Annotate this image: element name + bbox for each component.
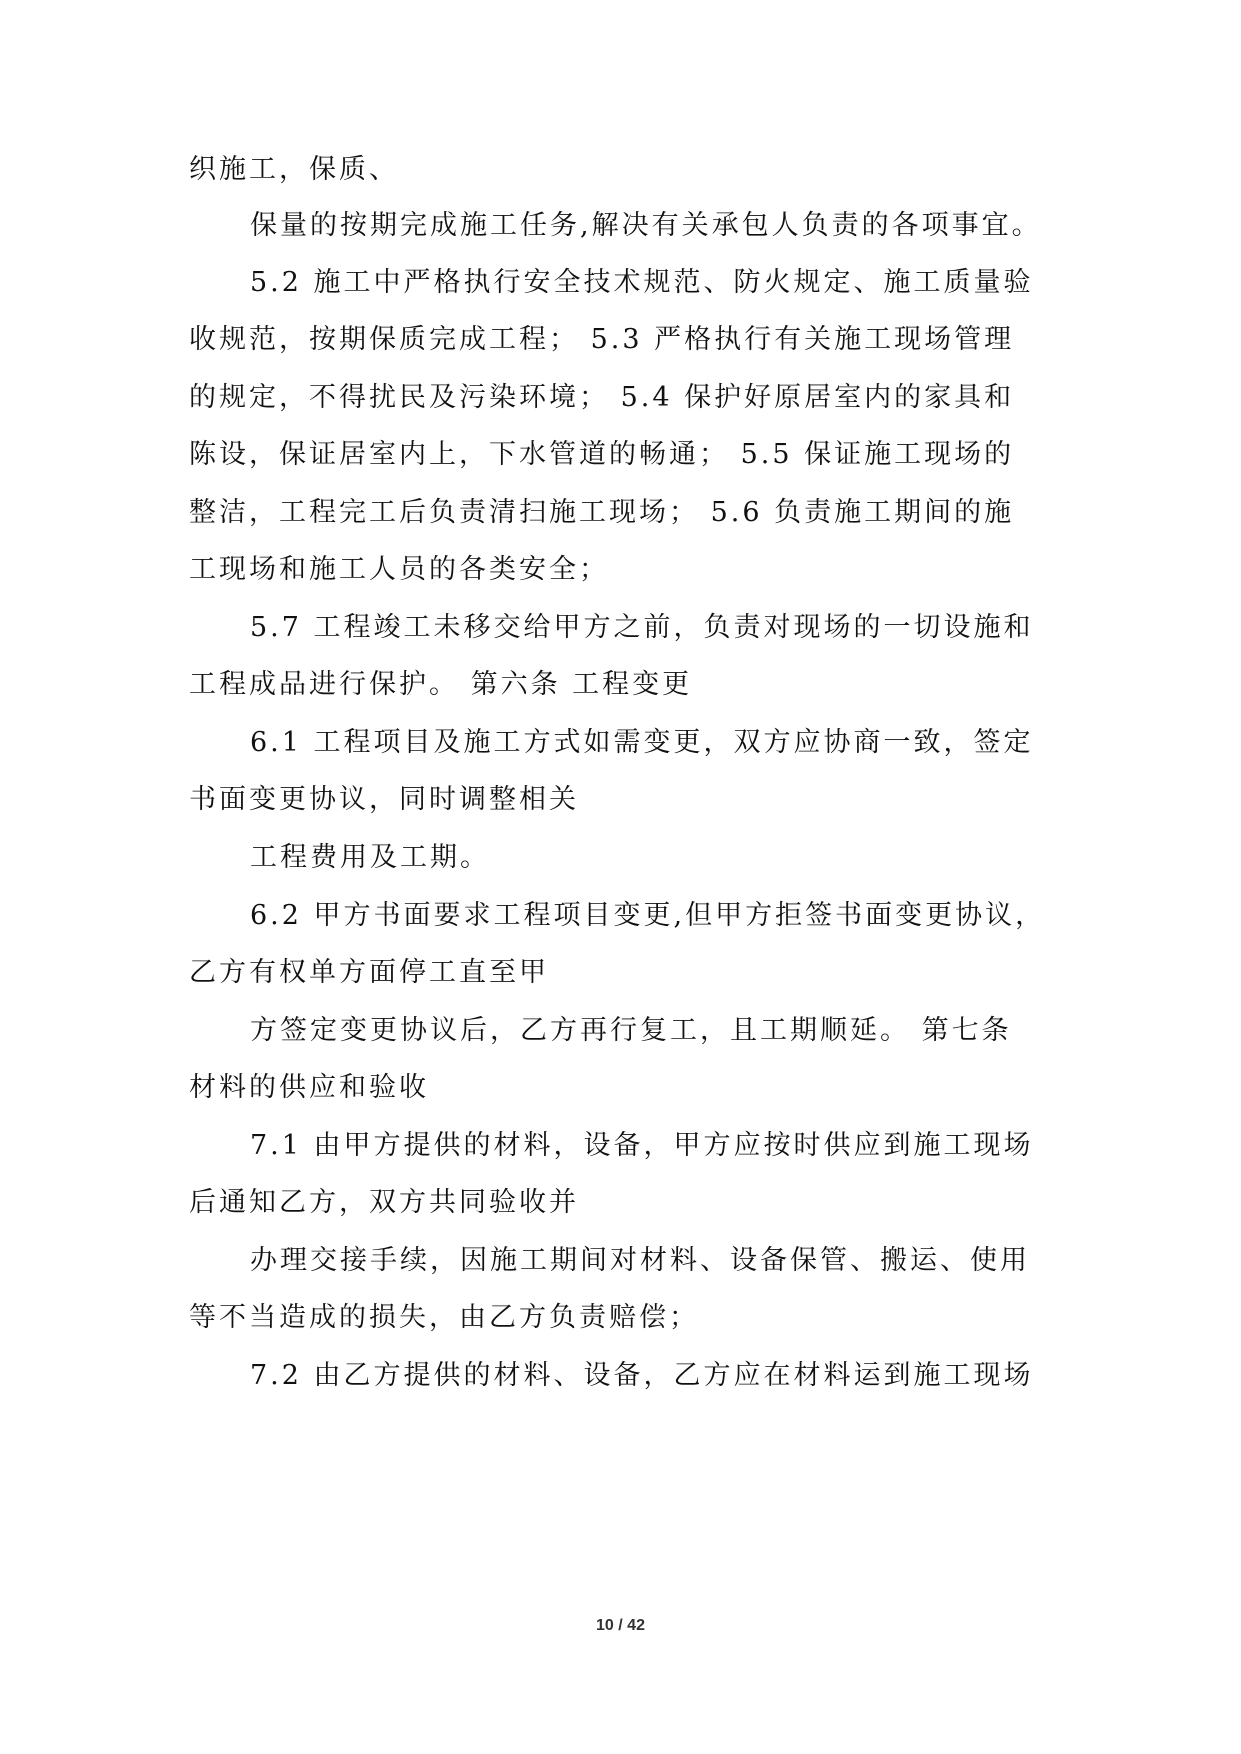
text-line: 办理交接手续，因施工期间对材料、设备保管、搬运、使用 (250, 1245, 1030, 1276)
text-line: 的规定，不得扰民及污染环境； 5.4 保护好原居室内的家具和 (189, 382, 1015, 413)
text-line: 整洁，工程完工后负责清扫施工现场； 5.6 负责施工期间的施 (189, 497, 1015, 528)
text-line: 5.2 施工中严格执行安全技术规范、防火规定、施工质量验 (250, 267, 1034, 298)
text-line: 方签定变更协议后，乙方再行复工，且工期顺延。 第七条 (250, 1015, 1012, 1046)
text-line: 收规范，按期保质完成工程； 5.3 严格执行有关施工现场管理 (189, 324, 1015, 355)
text-line: 陈设，保证居室内上，下水管道的畅通； 5.5 保证施工现场的 (189, 439, 1015, 470)
text-line: 工程费用及工期。 (250, 842, 490, 873)
text-line: 后通知乙方，双方共同验收并 (189, 1187, 579, 1218)
text-line: 6.2 甲方书面要求工程项目变更,但甲方拒签书面变更协议， (250, 900, 1046, 931)
page-number: 10 / 42 (596, 1617, 645, 1634)
text-line: 6.1 工程项目及施工方式如需变更，双方应协商一致，签定 (250, 727, 1034, 758)
text-line: 5.7 工程竣工未移交给甲方之前，负责对现场的一切设施和 (250, 612, 1034, 643)
text-line: 书面变更协议，同时调整相关 (189, 784, 579, 815)
text-line: 乙方有权单方面停工直至甲 (189, 957, 549, 988)
text-line: 7.1 由甲方提供的材料，设备，甲方应按时供应到施工现场 (250, 1130, 1034, 1161)
text-line: 工现场和施工人员的各类安全； (189, 554, 609, 585)
text-line: 7.2 由乙方提供的材料、设备，乙方应在材料运到施工现场 (250, 1360, 1034, 1391)
text-line: 等不当造成的损失，由乙方负责赔偿； (189, 1302, 699, 1333)
text-line: 工程成品进行保护。 第六条 工程变更 (189, 669, 693, 700)
text-line: 织施工，保质、 (189, 154, 399, 185)
text-line: 材料的供应和验收 (189, 1072, 429, 1103)
text-line: 保量的按期完成施工任务,解决有关承包人负责的各项事宜。 (250, 210, 1042, 241)
